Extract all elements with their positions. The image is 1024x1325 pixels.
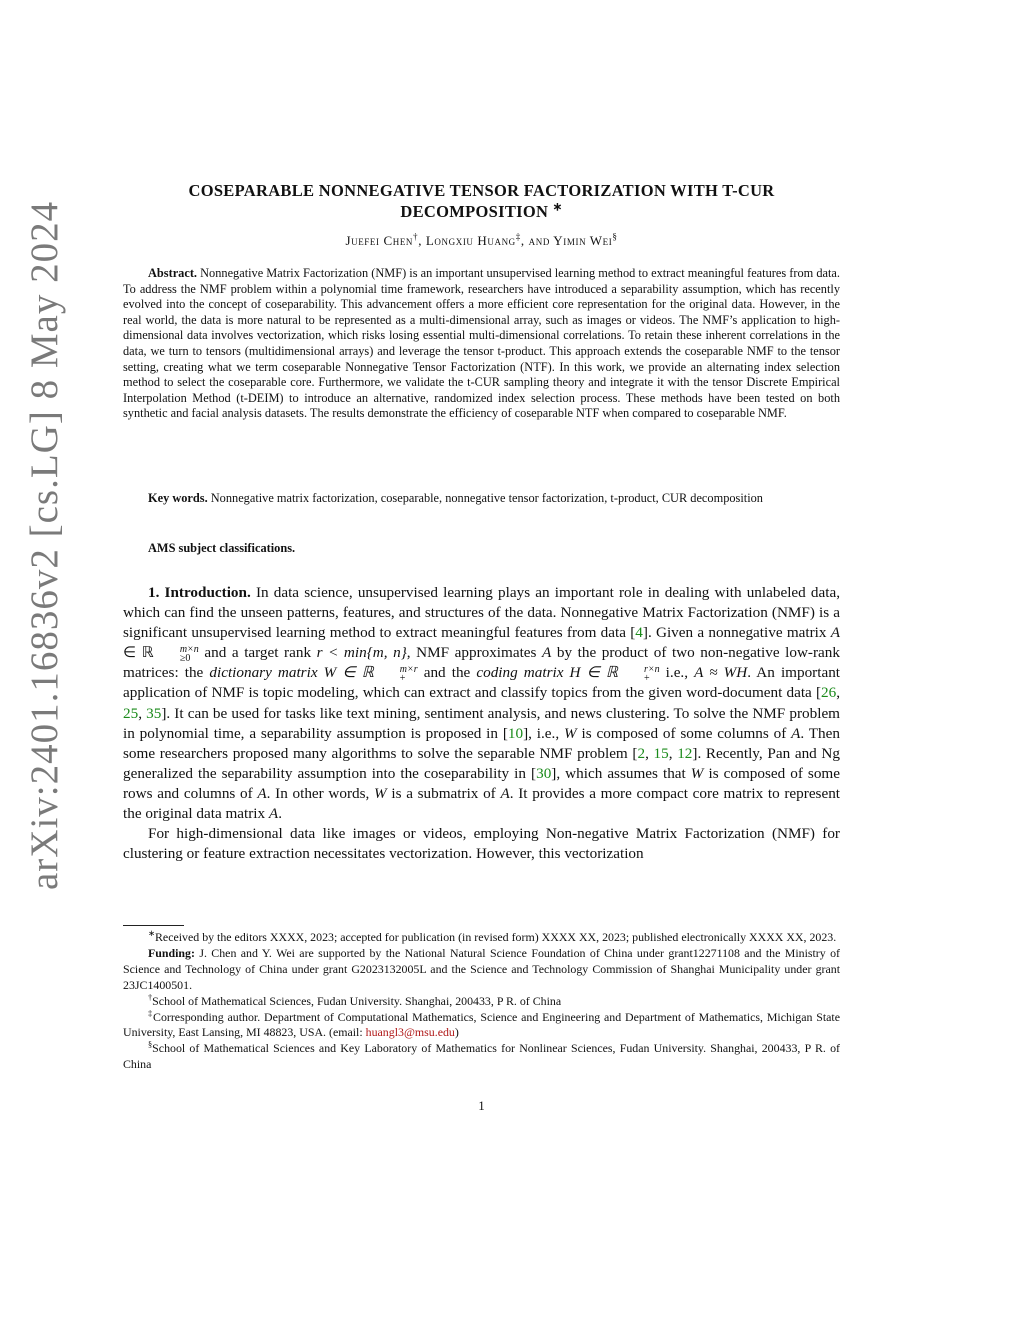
intro-text: . In other words, <box>266 784 375 802</box>
math-superscript: r×n <box>643 663 660 675</box>
author-2-mark: ‡ <box>515 231 521 242</box>
intro-text: ]. Given a nonnegative matrix <box>642 624 831 642</box>
intro-text: ]. Recently, Pan and Ng generalized the separability assumption into the coseparability in [ <box>123 744 840 782</box>
citation-link[interactable]: 10 <box>507 724 524 742</box>
math-symbol: A <box>542 644 552 662</box>
intro-text: i.e., <box>659 664 695 682</box>
math-script <box>375 665 418 683</box>
intro-text: and a target rank <box>198 644 317 662</box>
ams-classifications: AMS subject classifications. <box>148 541 296 555</box>
term-coding-matrix: coding matrix <box>476 664 564 682</box>
math-subscript: + <box>399 672 406 684</box>
funding-label: Funding: <box>148 945 195 960</box>
footnote-affiliation-2 <box>123 1010 840 1042</box>
keywords <box>123 491 840 507</box>
paper-title <box>123 180 840 222</box>
keywords-text: Nonnegative matrix factorization, coseparable, nonnegative tensor factorization, t-product, CUR decomposition <box>210 491 763 505</box>
footnote-affiliation-3 <box>123 1041 840 1073</box>
introduction-section <box>123 583 840 864</box>
footnote-text: ) <box>454 1025 459 1040</box>
citation-link[interactable]: 12 <box>677 744 693 762</box>
abstract-label: Abstract. <box>148 266 198 280</box>
intro-text: . <box>278 805 282 823</box>
footnote-text: J. Chen and Y. Wei are supported by the National Natural Science Foundation of China under grant12271108 and the Ministry of Science and Technology of China under grant G2023132005L and the Science and Technology Commission of Shanghai Municipality under grant 23JC1400501. <box>123 945 840 992</box>
math-symbol: A <box>257 784 267 802</box>
footnote-mark: † <box>148 992 153 1002</box>
email-link[interactable]: huangl3@msu.edu <box>365 1025 455 1040</box>
math-subscript: + <box>643 672 650 684</box>
intro-text: , NMF approximates <box>406 644 543 662</box>
citation-link[interactable]: 26 <box>821 684 837 702</box>
author-3: Yimin Wei <box>553 233 613 248</box>
citation-link[interactable]: 25 <box>123 704 139 722</box>
citation-link[interactable]: 2 <box>637 744 646 762</box>
citation-link[interactable]: 35 <box>146 704 162 722</box>
author-3-mark: § <box>612 231 618 242</box>
footnote-funding <box>123 946 840 994</box>
math-symbol: A <box>500 784 510 802</box>
keywords-label: Key words. <box>148 491 208 505</box>
math-expr: r < min{m, n} <box>316 644 407 662</box>
intro-paragraph-1: 1. Introduction. In data science, unsupervised learning plays an important role in dealing with unlabeled data, which can find the unseen patterns, features, and structures of the data. Nonnegative Matrix Factorization (NMF) is a significant unsupervised learning method to extract meaningful features from data [4]. Given a nonnegative matrix A ∈ ℝ m×n ≥0 and a target rank r < min{m, n}, NMF approximates A by the product of two non-negative low-rank matrices: the dictionary matrix W ∈ ℝ m×r + and the coding matrix H ∈ ℝ r×n + i.e., A ≈ WH. An important application of NMF is topic modeling, which can extract and classify topics from the given word-document data [26, 25, 35]. It can be used for tasks like text mining, sentiment analysis, and news clustering. To solve the NMF problem in polynomial time, a separability assumption is proposed in [10], i.e., W is composed of some columns of A. Then some researchers proposed many algorithms to solve the separable NMF problem [2, 15, 12]. Recently, Pan and Ng generalized the separability assumption into the coseparability in [30], which assumes that W is composed of some rows and columns of A. In other words, W is a submatrix of A. It provides a more compact core matrix to represent the original data matrix A. <box>123 584 841 823</box>
math-symbol: W <box>563 724 577 742</box>
author-1-mark: † <box>413 231 419 242</box>
intro-text: . Then some researchers proposed many algorithms to solve the separable NMF problem [ <box>123 724 840 762</box>
section-heading: 1. Introduction. <box>148 584 251 601</box>
math-symbol: A <box>830 624 840 642</box>
footnote-text: Corresponding author. Department of Computational Mathematics, Science and Engineering and Department of Mathematics, Michigan State University, East Lansing, MI 48823, USA. (email: <box>123 1009 840 1040</box>
intro-text: is composed of some columns of <box>576 724 792 742</box>
citation-link[interactable]: 30 <box>536 764 552 782</box>
author-list: Juefei Chen†, Longxiu Huang‡, and Yimin Wei§ <box>345 231 618 248</box>
abstract-text: Nonnegative Matrix Factorization (NMF) is an important unsupervised learning method to extract meaningful features from data. To address the NMF problem within a polynomial time framework, researchers have introduced a separability assumption, which has recently evolved into the concept of coseparability. This advancement offers a more efficient core representation for the original data. However, in the real world, the data is more natural to be represented as a multi-dimensional array, such as images or videos. The NMF’s application to high-dimensional data involves vectorization, which risks losing essential multi-dimensional correlations. To retain these inherent correlations in the data, we turn to tensors (multidimensional arrays) and leverage the tensor t-product. This approach extends the coseparable NMF to the tensor setting, creating what we term coseparable Nonnegative Tensor Factorization (NTF). In this work, we provide an alternating index selection method to select the coseparable core. Furthermore, we validate the t-CUR sampling theory and integrate it with the tensor Discrete Empirical Interpolation Method (t-DEIM) to introduce an alternative, randomized index selection process. These methods have been tested on both synthetic and facial analysis datasets. The results demonstrate the efficiency of coseparable NTF when compared to coseparable NMF. <box>123 266 840 421</box>
intro-text: by the product of two non-negative low-rank matrices: the <box>123 644 840 682</box>
math-superscript: m×r <box>399 663 418 675</box>
citation-link[interactable]: 4 <box>635 624 643 642</box>
math-symbol: A <box>268 805 279 823</box>
footnotes <box>123 930 840 1073</box>
footnote-text: Received by the editors XXXX, 2023; accepted for publication (in revised form) XXXX XX, 2023; published electronically XXXX XX, 2023. <box>154 930 837 944</box>
math-superscript: m×n <box>179 643 199 655</box>
footnote-rule <box>123 925 184 926</box>
footnote-text: School of Mathematical Sciences, Fudan University. Shanghai, 200433, P R. of China <box>152 993 562 1008</box>
math-script <box>155 645 199 663</box>
title-line-2: DECOMPOSITION <box>400 202 549 221</box>
math-expr: H ∈ ℝ <box>569 664 618 682</box>
intro-text: In data science, unsupervised learning plays an important role in dealing with unlabeled data, which can find the unseen patterns, features, and structures of the data. Nonnegative Matrix Factorization (NMF) is a significant unsupervised learning method to extract meaningful features from data [ <box>123 584 840 642</box>
arxiv-identifier-stamp: arXiv:2401.16836v2 [cs.LG] 8 May 2024 <box>23 200 66 890</box>
math-expr: W ∈ ℝ <box>323 664 374 682</box>
math-symbol: W <box>690 764 704 782</box>
math-expr: A ≈ WH <box>694 664 748 682</box>
footnote-mark: ∗ <box>148 929 155 939</box>
intro-text: is composed of some rows and columns of <box>123 764 840 802</box>
page-number: 1 <box>478 1098 485 1113</box>
author-separator: , and <box>520 233 554 248</box>
citation-link[interactable]: 15 <box>653 744 669 762</box>
math-subscript: ≥0 <box>179 652 191 664</box>
math-symbol: A <box>791 724 801 742</box>
term-dictionary-matrix: dictionary matrix <box>209 664 318 682</box>
title-footnote-mark: ∗ <box>552 201 563 214</box>
intro-text: . An important application of NMF is topic modeling, which can extract and classify topics from the given word-document data [ <box>123 664 841 702</box>
intro-text: ], which assumes that <box>551 764 691 782</box>
footnote-text: School of Mathematical Sciences and Key Laboratory of Mathematics for Nonlinear Sciences, Fudan University. Shanghai, 200433, P R. of China <box>123 1041 840 1072</box>
math-script <box>619 665 660 683</box>
footnote-received <box>123 930 840 946</box>
footnote-mark: § <box>148 1040 153 1050</box>
intro-text: and the <box>417 664 477 682</box>
footnote-mark: ‡ <box>148 1008 154 1018</box>
intro-text: ]. It can be used for tasks like text mining, sentiment analysis, and news clustering. To solve the NMF problem in polynomial time, a separability assumption is proposed in [ <box>123 704 840 742</box>
intro-text: ], i.e., <box>523 724 564 742</box>
intro-text: . It provides a more compact core matrix to represent the original data matrix <box>123 784 841 823</box>
author-1: Juefei Chen <box>345 233 414 248</box>
math-expr: ∈ ℝ <box>123 644 154 662</box>
footnote-affiliation-1 <box>123 994 840 1010</box>
intro-paragraph-2: For high-dimensional data like images or videos, employing Non-negative Matrix Factorization (NMF) for clustering or feature extraction necessitates vectorization. However, this vectorization <box>123 825 840 863</box>
abstract <box>123 266 840 422</box>
title-line-1: COSEPARABLE NONNEGATIVE TENSOR FACTORIZATION WITH T-CUR <box>188 181 775 200</box>
math-symbol: W <box>374 784 387 802</box>
intro-text: is a submatrix of <box>386 784 501 802</box>
author-2: Longxiu Huang <box>425 233 516 248</box>
